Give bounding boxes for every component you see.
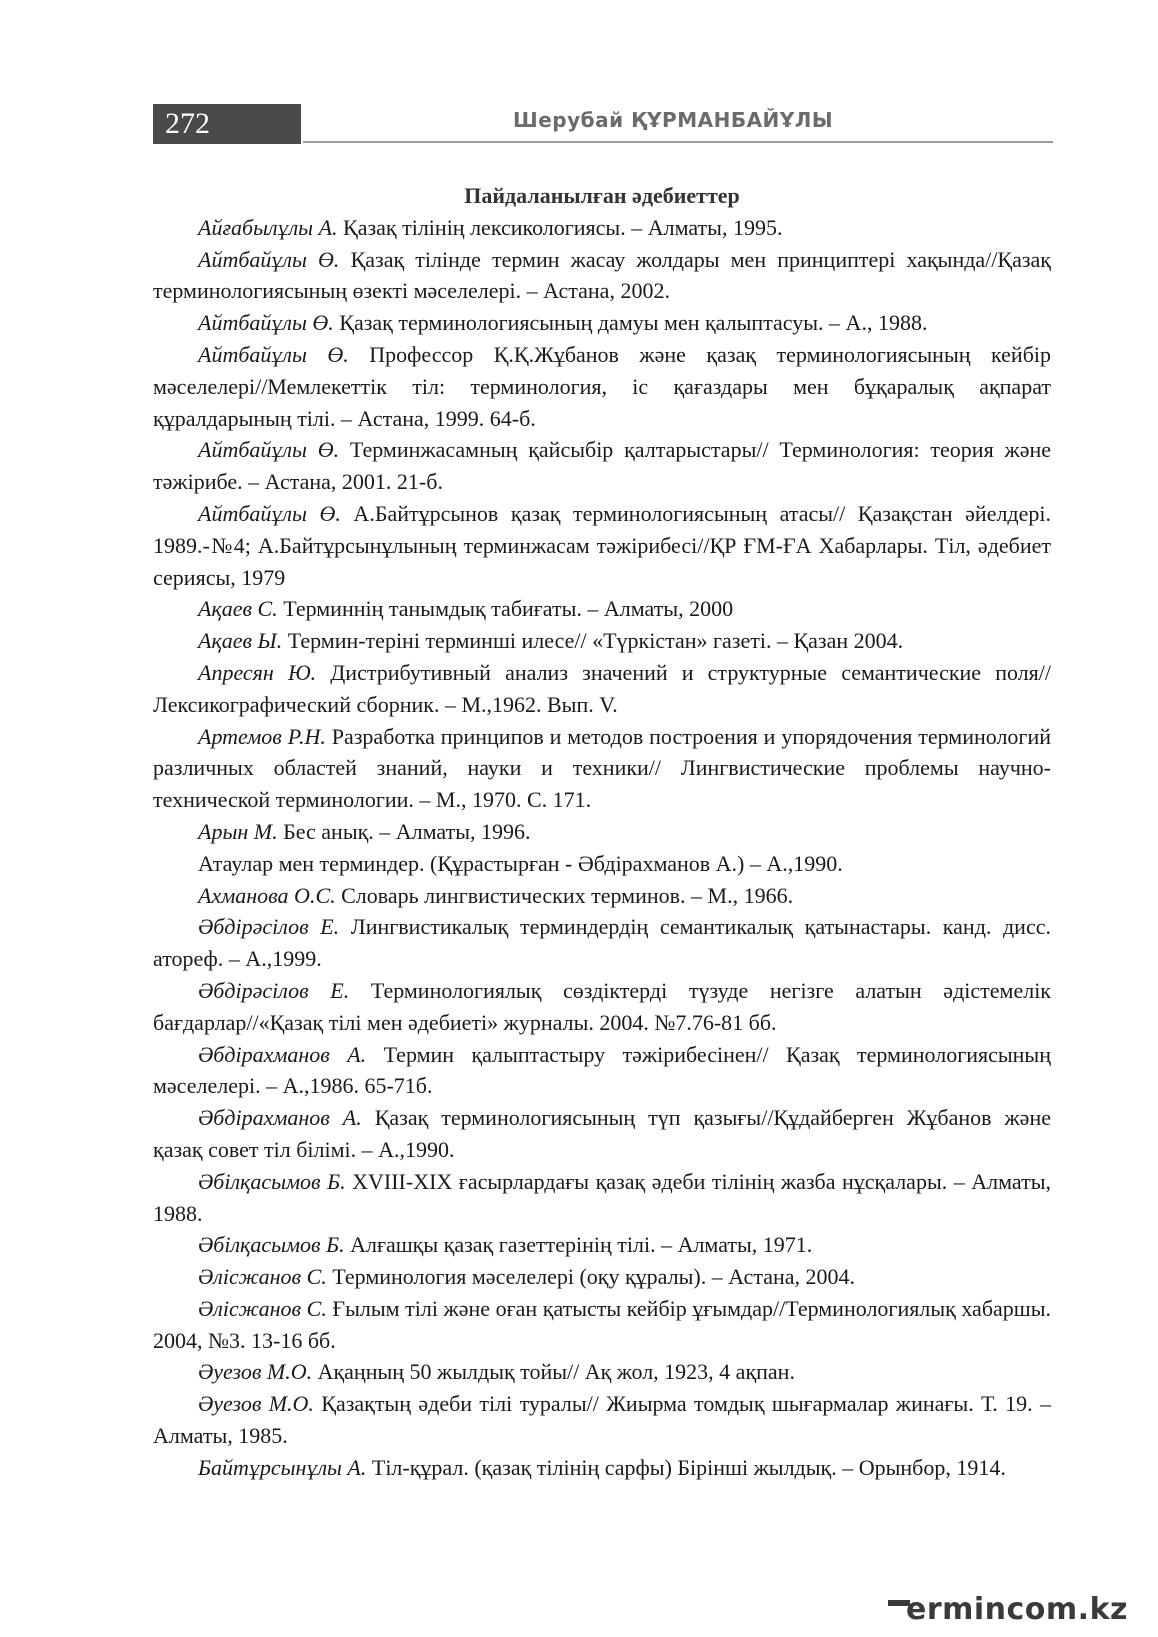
- entry-text: Атаулар мен терминдер. (Құрастырған - Әбдірахманов А.) – А.,1990.: [198, 850, 843, 876]
- entry-text: Терминжасамның қайсыбір қалтарыстары// Терминология: теория және тәжірибе. – Астана, 2001. 21-б.: [153, 437, 1051, 495]
- bibliography-entry: [153, 721, 1051, 816]
- bibliography-entry: [153, 1356, 1051, 1388]
- bibliography-entry: [153, 498, 1051, 593]
- entry-text: Термин қалыптастыру тәжірибесінен// Қазақ терминологиясының мәселелері. – А.,1986. 65-71б.: [153, 1041, 1051, 1099]
- bibliography-entry: [153, 848, 1051, 880]
- entry-text: Қазақ терминологиясының дамуы мен қалыптасуы. – А., 1988.: [333, 310, 928, 336]
- entry-author: Айтбайұлы Ө.: [198, 310, 334, 336]
- watermark-text: ermincom.kz: [905, 1592, 1128, 1627]
- entry-author: Ақаев С.: [198, 596, 278, 622]
- entry-text: Термин-теріні терминші илесе// «Түркістан» газеті. – Қазан 2004.: [282, 628, 904, 654]
- entry-author: Айтбайұлы Ө.: [198, 500, 341, 526]
- entry-author: Әбдірәсілов Е.: [198, 914, 340, 940]
- entry-author: Апресян Ю.: [198, 659, 317, 685]
- entry-author: Айтбайұлы Ө.: [198, 341, 349, 367]
- entry-author: Байтұрсынұлы А.: [198, 1454, 367, 1480]
- entry-author: Әбілқасымов Б.: [198, 1232, 345, 1258]
- bibliography-entry: [153, 1166, 1051, 1230]
- page-header: [153, 104, 1053, 144]
- entry-author: Әбдірахманов А.: [198, 1105, 362, 1131]
- bibliography-entry: [153, 657, 1051, 721]
- entry-author: Айтбайұлы Ө.: [198, 246, 340, 272]
- entry-author: Әлісжанов С.: [198, 1295, 327, 1321]
- entry-author: Артемов Р.Н.: [198, 723, 326, 749]
- bibliography-entry: [153, 307, 1051, 339]
- bibliography-entry: [153, 1261, 1051, 1293]
- bibliography-entry: [153, 880, 1051, 912]
- bibliography-entry: [153, 975, 1051, 1039]
- entry-text: Қазақ терминологиясының түп қазығы//Құдайберген Жұбанов және қазақ совет тіл білімі. – А.,1990.: [153, 1105, 1051, 1162]
- entry-text: Қазақтың әдеби тілі туралы// Жиырма томдық шығармалар жинағы. Т. 19. – Алматы, 1985.: [153, 1391, 1051, 1449]
- entry-author: Айтбайұлы Ө.: [198, 437, 340, 463]
- bibliography-entry: [153, 339, 1051, 434]
- entry-author: Айғабылұлы А.: [198, 214, 338, 240]
- entry-text: Тіл-құрал. (қазақ тілінің сарфы) Бірінші жылдық. – Орынбор, 1914.: [366, 1454, 1006, 1480]
- entry-text: Разработка принципов и методов построения и упорядочения терминологий различных областей знаний, науки и техники// Лингвистические проблемы научно-технической терминологии. – М., 1970. С. 171.: [153, 723, 1051, 813]
- bibliography-entry: [153, 1102, 1051, 1166]
- entry-text: Бес анық. – Алматы, 1996.: [277, 818, 531, 844]
- bibliography-entry: [153, 1293, 1051, 1357]
- bibliography-entry: [153, 625, 1051, 657]
- section-title: Пайдаланылған әдебиеттер: [464, 183, 740, 208]
- bibliography-list: [153, 212, 1051, 1484]
- bibliography-entry: [153, 212, 1051, 244]
- entry-author: Әлісжанов С.: [198, 1264, 327, 1290]
- entry-author: Әбдірахманов А.: [198, 1041, 367, 1067]
- bibliography-entry: [153, 1452, 1051, 1484]
- entry-text: Профессор Қ.Қ.Жұбанов және қазақ терминологиясының кейбір мәселелері//Мемлекеттік тіл: терминология, іс қағаздары мен бұқаралық ақпарат құралдарының тілі. – Астана, 1999. 64-б.: [153, 341, 1051, 431]
- bibliography-entry: [153, 816, 1051, 848]
- bibliography-entry: [153, 593, 1051, 625]
- entry-author: Арын М.: [198, 818, 278, 844]
- bibliography-entry: [153, 1229, 1051, 1261]
- entry-text: Словарь лингвистических терминов. – М., 1966.: [335, 882, 794, 908]
- entry-text: Терминнің танымдық табиғаты. – Алматы, 2000: [277, 596, 734, 622]
- bibliography: [153, 180, 1051, 1484]
- entry-text: XVIII-XIX ғасырлардағы қазақ әдеби тілінің жазба нұсқалары. – Алматы, 1988.: [153, 1168, 1051, 1226]
- entry-text: Терминология мәселелері (оқу құралы). – Астана, 2004.: [326, 1264, 856, 1290]
- entry-text: Ақаңның 50 жылдық тойы// Ақ жол, 1923, 4 ақпан.: [312, 1359, 795, 1385]
- entry-text: А.Байтұрсынов қазақ терминологиясының атасы// Қазақстан әйелдері. 1989.-№4; А.Байтұрсынұлының терминжасам тәжірибесі//ҚР ҒМ-ҒА Хабарлары. Тіл, әдебиет сериясы, 1979: [153, 500, 1052, 590]
- terminkom-watermark: [888, 1592, 1128, 1627]
- entry-author: Әуезов М.О.: [198, 1359, 313, 1385]
- entry-author: Әбілқасымов Б.: [198, 1168, 346, 1194]
- entry-author: Әуезов М.О.: [198, 1391, 314, 1417]
- page-number: 272: [153, 104, 301, 144]
- bibliography-entry: [153, 1388, 1051, 1452]
- bibliography-entry: [153, 434, 1051, 498]
- entry-text: Қазақ тілінің лексикологиясы. – Алматы, 1995.: [337, 214, 783, 240]
- running-head-author: Шерубай ҚҰРМАНБАЙҰЛЫ: [513, 108, 834, 132]
- entry-text: Терминологиялық сөздіктерді түзуде негізге алатын әдістемелік бағдарлар//«Қазақ тілі мен әдебиеті» журналы. 2004. №7.76-81 бб.: [153, 977, 1051, 1035]
- entry-text: Дистрибутивный анализ значений и структурные семантические поля// Лексикографический сборник. – М.,1962. Вып. V.: [153, 659, 1051, 717]
- entry-text: Ғылым тілі және оған қатысты кейбір ұғымдар//Терминологиялық хабаршы. 2004, №3. 13-16 бб.: [153, 1295, 1052, 1353]
- bibliography-entry: [153, 1039, 1051, 1103]
- entry-author: Ақаев Ы.: [198, 628, 283, 654]
- entry-author: Әбдірәсілов Е.: [198, 977, 350, 1003]
- entry-text: Қазақ тілінде термин жасау жолдары мен принциптері хақында//Қазақ терминологиясының өзекті мәселелері. – Астана, 2002.: [153, 246, 1051, 304]
- entry-text: Лингвистикалық терминдердің семантикалық қатынастары. канд. дисс. атореф. – А.,1999.: [153, 914, 1051, 972]
- entry-text: Алғашқы қазақ газеттерінің тілі. – Алматы, 1971.: [344, 1232, 813, 1258]
- bibliography-entry: [153, 911, 1051, 975]
- header-rule: [303, 141, 1053, 143]
- entry-author: Ахманова О.С.: [198, 882, 336, 908]
- bibliography-entry: [153, 244, 1051, 308]
